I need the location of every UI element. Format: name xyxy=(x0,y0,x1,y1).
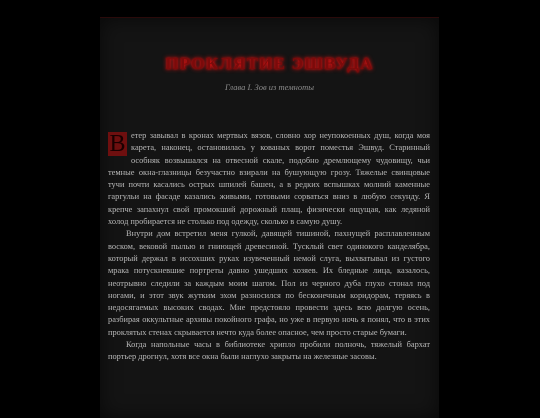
chapter-body xyxy=(108,130,430,364)
paragraph-1-text: етер завывал в кронах мертвых вязов, словно хор неупокоенных душ, когда моя карета, наконец, остановилась у кованых ворот поместья Эшвуд. Старинный особняк возвышался на отвесной скале, подобно дремлющему чудовищу, чьи темные окна-глазницы безучастно взирали на бушующую грозу. Тяжелые свинцовые тучи почти касались острых шпилей башен, а в редких вспышках молний каменные гаргульи на фасаде казались живыми, готовыми сорваться вниз в любую секунду. Я крепче запахнул свой промокший дорожный плащ, физически ощущая, как ледяной холод пробирается не столько под одежду, сколько в самую душу. xyxy=(108,131,430,227)
book-page xyxy=(100,17,439,418)
paragraph-1 xyxy=(108,130,430,228)
paragraph-2: Внутри дом встретил меня гулкой, давящей тишиной, пахнущей расплавленным воском, вековой пылью и гниющей древесиной. Тусклый свет одинокого канделябра, который держал в иссохших руках изувеченный немой слуга, выхватывал из густого мрака потускневшие портреты давно ушедших хозяев. Их бледные лица, казалось, неотрывно следили за каждым моим шагом. Пол из черного дуба глухо стонал под ногами, и этот звук жутким эхом разносился по бесконечным коридорам, теряясь в недосягаемых высоких сводах. Мне предстояло провести здесь всю долгую осень, разбирая оккультные архивы покойного графа, но уже в первую ночь я понял, что в этих проклятых стенах скрывается нечто куда более опасное, чем просто старые бумаги. xyxy=(108,229,430,337)
paragraph-3: Когда напольные часы в библиотеке хрипло пробили полночь, тяжелый бархат портьер дрогнул, хотя все окна были наглухо закрыты на железные засовы. xyxy=(108,340,430,362)
book-title: ПРОКЛЯТИЕ ЭШВУДА xyxy=(165,54,374,73)
chapter-subtitle: Глава I. Зов из темноты xyxy=(225,82,314,92)
drop-cap: В xyxy=(109,131,126,157)
